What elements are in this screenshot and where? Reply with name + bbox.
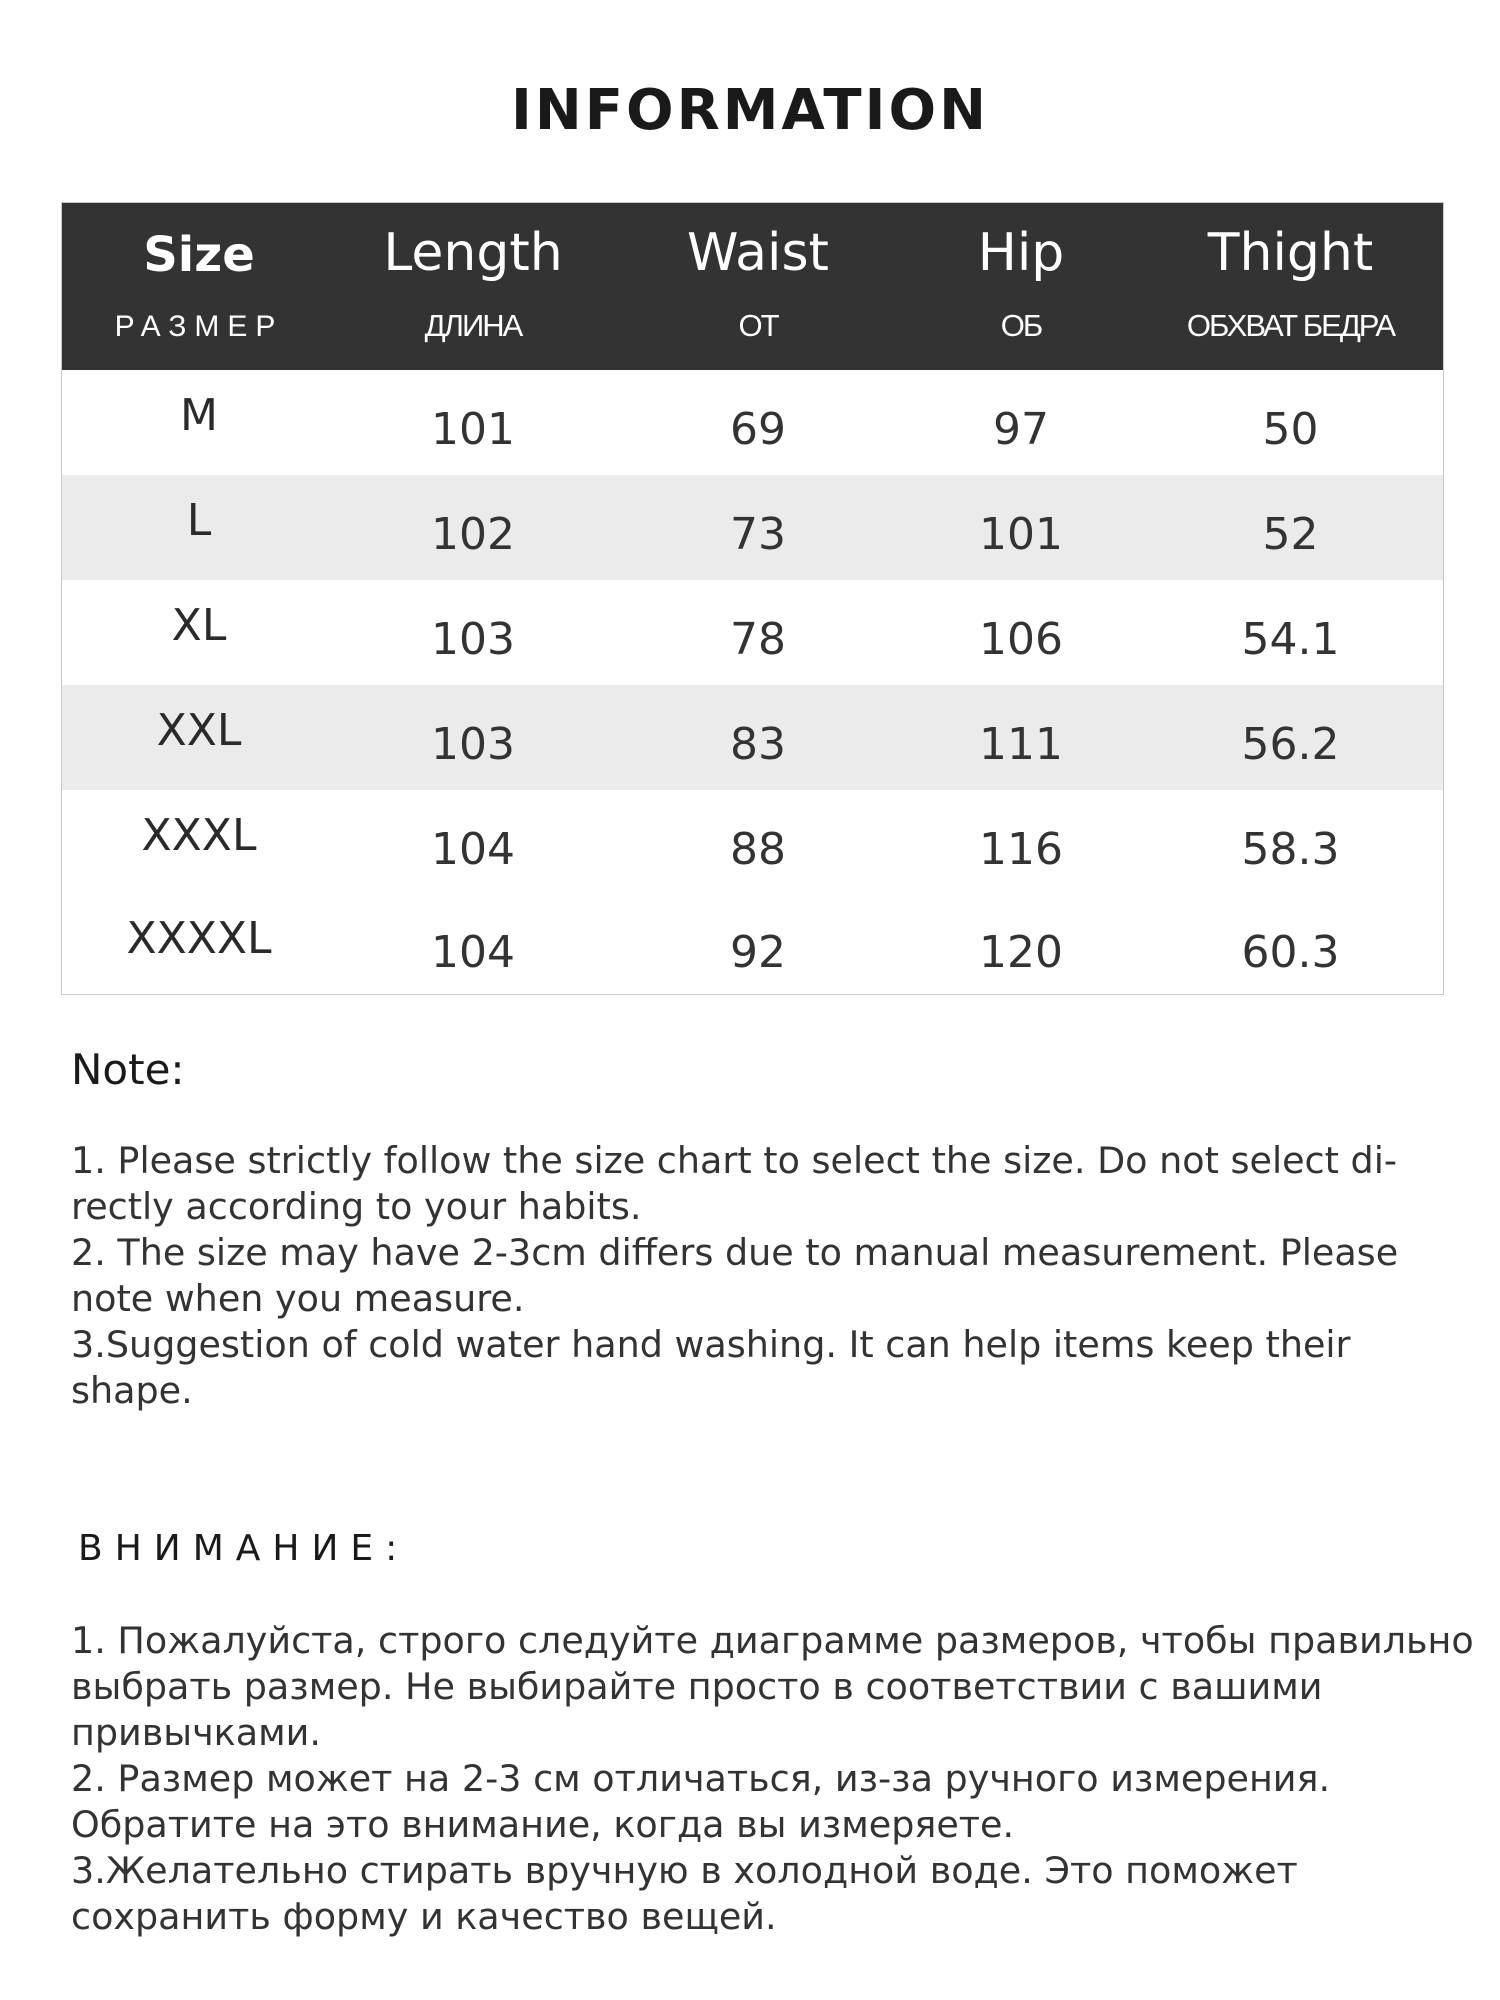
cell-value: 97 <box>993 404 1049 455</box>
note-line: shape. <box>71 1369 193 1412</box>
cell-waist <box>610 685 906 790</box>
attention-line: Обратите на это внимание, когда вы измеряете. <box>71 1803 1015 1846</box>
cell-length <box>336 475 610 580</box>
cell-value: 56.2 <box>1241 719 1340 770</box>
cell-value: 104 <box>431 927 515 978</box>
cell-thigh <box>1136 580 1445 685</box>
cell-value: 88 <box>730 824 786 875</box>
page-title: INFORMATION <box>511 78 989 143</box>
cell-value: 103 <box>431 614 515 665</box>
attention-line: сохранить форму и качество вещей. <box>71 1895 777 1938</box>
header-label: Length <box>383 223 563 283</box>
cell-value: 116 <box>979 824 1063 875</box>
cell-thigh <box>1136 790 1445 895</box>
attention-line: 3.Желательно стирать вручную в холодной воде. Это поможет <box>71 1849 1298 1892</box>
header-hip <box>906 203 1136 370</box>
size-chart-table <box>61 202 1444 995</box>
header-thigh <box>1136 203 1445 370</box>
attention-line: привычками. <box>71 1711 321 1754</box>
attention-line: 1. Пожалуйста, строго следуйте диаграмме размеров, чтобы правильно <box>71 1619 1474 1662</box>
cell-thigh <box>1136 475 1445 580</box>
cell-value: XL <box>171 600 227 651</box>
cell-hip <box>906 685 1136 790</box>
cell-length <box>336 685 610 790</box>
header-sublabel: РАЗМЕР <box>114 310 284 343</box>
header-label: Size <box>143 227 255 283</box>
header-sublabel: ОБХВАТ БЕДРА <box>1186 308 1395 343</box>
cell-waist <box>610 475 906 580</box>
header-label: Hip <box>977 223 1065 283</box>
attention-line: выбрать размер. Не выбирайте просто в соответствии с вашими <box>71 1665 1323 1708</box>
table-row <box>62 790 1443 895</box>
cell-hip <box>906 370 1136 475</box>
cell-value: 101 <box>431 404 515 455</box>
cell-value: 58.3 <box>1241 824 1340 875</box>
attention-text <box>71 1618 1474 1940</box>
cell-value: 92 <box>730 927 786 978</box>
cell-value: L <box>186 495 212 546</box>
cell-waist <box>610 790 906 895</box>
cell-hip <box>906 893 1136 998</box>
cell-value: M <box>180 390 218 441</box>
cell-waist <box>610 580 906 685</box>
cell-hip <box>906 790 1136 895</box>
cell-value: 103 <box>431 719 515 770</box>
note-line: 2. The size may have 2-3cm differs due to manual measurement. Please <box>71 1231 1399 1274</box>
cell-size <box>62 685 336 790</box>
header-waist <box>610 203 906 370</box>
cell-value: 83 <box>730 719 786 770</box>
cell-value: XXXL <box>141 810 257 861</box>
note-heading: Note: <box>71 1045 185 1094</box>
note-line: note when you measure. <box>71 1277 525 1320</box>
header-sublabel: ДЛИНА <box>424 308 522 343</box>
cell-size <box>62 370 336 475</box>
cell-thigh <box>1136 370 1445 475</box>
header-size <box>62 203 336 370</box>
header-sublabel: ОБ <box>1000 308 1042 343</box>
table-row <box>62 580 1443 685</box>
cell-size <box>62 475 336 580</box>
note-line: rectly according to your habits. <box>71 1185 642 1228</box>
cell-value: 106 <box>979 614 1063 665</box>
attention-line: 2. Размер может на 2-3 см отличаться, из-за ручного измерения. <box>71 1757 1331 1800</box>
cell-size <box>62 790 336 895</box>
cell-value: 54.1 <box>1241 614 1340 665</box>
cell-value: 60.3 <box>1241 927 1340 978</box>
cell-length <box>336 790 610 895</box>
cell-size <box>62 580 336 685</box>
header-length <box>336 203 610 370</box>
table-row <box>62 370 1443 475</box>
cell-length <box>336 370 610 475</box>
cell-value: 52 <box>1262 509 1319 560</box>
cell-thigh <box>1136 893 1445 998</box>
header-label: Waist <box>687 223 829 283</box>
cell-size <box>62 893 336 998</box>
table-row <box>62 685 1443 790</box>
cell-value: 102 <box>431 509 515 560</box>
cell-value: 101 <box>979 509 1063 560</box>
cell-hip <box>906 580 1136 685</box>
cell-thigh <box>1136 685 1445 790</box>
cell-value: 78 <box>730 614 786 665</box>
cell-value: 120 <box>979 927 1063 978</box>
cell-hip <box>906 475 1136 580</box>
table-row <box>62 475 1443 580</box>
cell-value: 50 <box>1262 404 1319 455</box>
cell-value: 69 <box>730 404 786 455</box>
cell-waist <box>610 370 906 475</box>
cell-value: XXXXL <box>126 913 272 964</box>
table-row <box>62 893 1443 998</box>
cell-value: 73 <box>730 509 786 560</box>
cell-value: XXL <box>156 705 242 756</box>
cell-length <box>336 580 610 685</box>
attention-heading: ВНИМАНИЕ: <box>78 1528 410 1569</box>
table-header-row <box>62 203 1443 370</box>
header-label: Thight <box>1207 223 1374 283</box>
cell-value: 111 <box>979 719 1063 770</box>
note-line: 3.Suggestion of cold water hand washing. It can help items keep their <box>71 1323 1351 1366</box>
cell-value: 104 <box>431 824 515 875</box>
note-text <box>71 1138 1401 1414</box>
note-line: 1. Please strictly follow the size chart to select the size. Do not select di- <box>71 1139 1398 1182</box>
header-sublabel: ОТ <box>738 308 778 343</box>
cell-waist <box>610 893 906 998</box>
cell-length <box>336 893 610 998</box>
